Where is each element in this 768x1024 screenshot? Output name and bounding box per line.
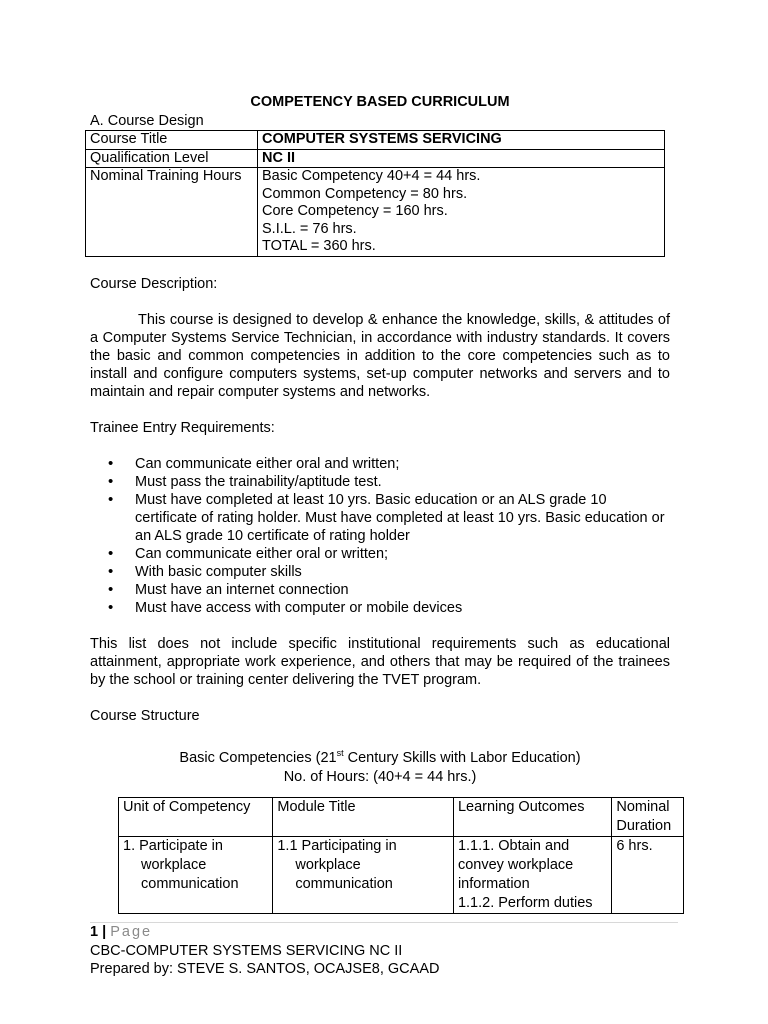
nominal-duration-cell: 6 hrs.	[612, 837, 684, 914]
requirements-note: This list does not include specific institutional requirements such as educational attainment, appropriate work experience, and others that may be required of the trainees by the school or training center delivering the TVET program.	[90, 635, 670, 688]
page-label: Page	[110, 924, 153, 940]
course-design-table	[85, 130, 665, 257]
learning-outcome: 1.1.2. Perform duties	[457, 895, 593, 912]
table-row	[86, 131, 665, 150]
training-hours-label: Nominal Training Hours	[86, 168, 258, 257]
module-title-cell: 1.1 Participating in workplace communication	[273, 837, 454, 914]
page-footer	[90, 922, 678, 978]
sil-hours: S.I.L. = 76 hrs.	[262, 220, 357, 237]
unit-of-competency-cell: 1. Participate in workplace communication	[119, 837, 273, 914]
column-header: Unit of Competency	[119, 798, 273, 837]
training-hours-value	[258, 168, 665, 257]
common-competency-hours: Common Competency = 80 hrs.	[262, 185, 468, 202]
list-item: • Must have completed at least 10 yrs. Basic education or an ALS grade 10 certificate of rating holder. Must have completed at least 10 yrs. Basic education or an ALS grade 10 certificate of rating holder	[135, 491, 670, 545]
course-title-label: Course Title	[86, 131, 258, 150]
list-item: • Can communicate either oral or written;	[135, 545, 670, 563]
learning-outcome: 1.1.1. Obtain and convey workplace information	[457, 838, 574, 893]
entry-requirements-list	[90, 455, 670, 617]
basic-competencies-heading	[90, 743, 670, 768]
course-structure-table	[118, 797, 684, 914]
table-header-row	[119, 798, 684, 837]
list-item: • With basic computer skills	[135, 563, 670, 581]
qualification-level-label: Qualification Level	[86, 149, 258, 168]
course-structure-heading: Course Structure	[90, 707, 200, 724]
core-competency-hours: Core Competency = 160 hrs.	[262, 203, 448, 219]
footer-course-line: CBC-COMPUTER SYSTEMS SERVICING NC II	[90, 943, 403, 959]
basic-competency-hours: Basic Competency 40+4 = 44 hrs.	[262, 168, 481, 184]
entry-requirements-heading: Trainee Entry Requirements:	[90, 419, 275, 436]
basic-competencies-text-rest: Century Skills with Labor Education)	[343, 749, 581, 766]
column-header: Nominal Duration	[612, 798, 684, 837]
footer-prepared-by: Prepared by: STEVE S. SANTOS, OCAJSE8, GCAAD	[90, 961, 440, 977]
course-description-text: This course is designed to develop & enhance the knowledge, skills, & attitudes of a Computer Systems Service Technician, in accordance with industry standards. It covers the basic and common competencies in addition to the core competencies such as to install and configure computers systems, set-up computer networks and servers and to maintain and repair computer systems and networks.	[90, 311, 670, 400]
document-page	[90, 92, 670, 914]
list-item: • Must pass the trainability/aptitude test.	[135, 473, 670, 491]
page-number: 1	[90, 924, 99, 940]
page-number-line	[90, 923, 678, 942]
list-item: • Can communicate either oral and written;	[135, 455, 670, 473]
table-row	[119, 837, 684, 914]
page-separator: |	[98, 924, 111, 940]
total-hours: TOTAL = 360 hrs.	[262, 238, 376, 254]
basic-competencies-hours: No. of Hours: (40+4 = 44 hrs.)	[283, 769, 477, 786]
course-description-heading: Course Description:	[90, 275, 218, 292]
column-header: Module Title	[273, 798, 454, 837]
basic-competencies-text: Basic Competencies (21	[179, 749, 337, 766]
table-row	[86, 149, 665, 168]
column-header: Learning Outcomes	[453, 798, 611, 837]
ordinal-suffix: st	[336, 747, 344, 758]
list-item: • Must have access with computer or mobile devices	[135, 599, 670, 617]
list-item: • Must have an internet connection	[135, 581, 670, 599]
qualification-level-value: NC II	[258, 149, 665, 168]
document-title: COMPETENCY BASED CURRICULUM	[250, 94, 510, 110]
learning-outcomes-cell	[453, 837, 611, 914]
table-row	[86, 168, 665, 257]
course-title-value: COMPUTER SYSTEMS SERVICING	[258, 131, 665, 150]
course-design-heading: A. Course Design	[90, 113, 204, 129]
